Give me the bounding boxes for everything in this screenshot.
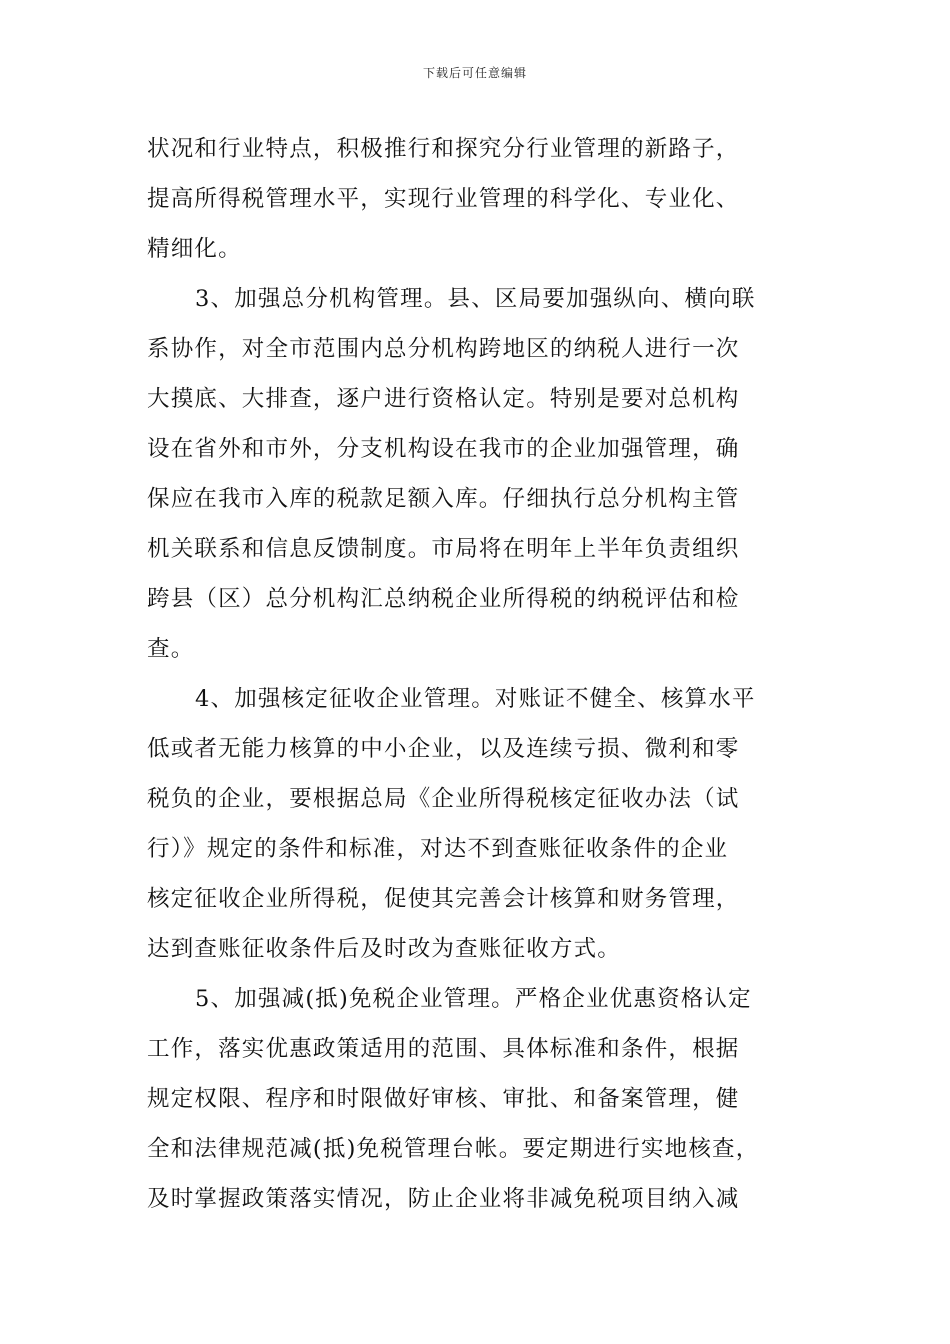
text-line: 机关联系和信息反馈制度。市局将在明年上半年负责组织 — [147, 536, 740, 562]
text-line: 提高所得税管理水平，实现行业管理的科学化、专业化、 — [147, 186, 740, 212]
text-line: 查。 — [147, 636, 195, 662]
paragraph-start-line: 5、加强减(抵)免税企业管理。严格企业优惠资格认定 — [195, 986, 752, 1012]
paragraph-start-line: 4、加强核定征收企业管理。对账证不健全、核算水平 — [195, 686, 756, 712]
text-line: 精细化。 — [147, 236, 242, 262]
text-line: 及时掌握政策落实情况，防止企业将非减免税项目纳入减 — [147, 1186, 740, 1212]
text-line: 行）》规定的条件和标准，对达不到查账征收条件的企业 — [147, 836, 729, 862]
text-line: 大摸底、大排查，逐户进行资格认定。特别是要对总机构 — [147, 386, 740, 412]
text-line: 规定权限、程序和时限做好审核、审批、和备案管理，健 — [147, 1086, 740, 1112]
text-line: 低或者无能力核算的中小企业，以及连续亏损、微利和零 — [147, 736, 740, 762]
paragraph-start-line: 3、加强总分机构管理。县、区局要加强纵向、横向联 — [195, 286, 756, 312]
text-line: 核定征收企业所得税，促使其完善会计核算和财务管理， — [147, 886, 740, 912]
text-line: 工作，落实优惠政策适用的范围、具体标准和条件，根据 — [147, 1036, 740, 1062]
text-line: 保应在我市入库的税款足额入库。仔细执行总分机构主管 — [147, 486, 740, 512]
text-line: 设在省外和市外，分支机构设在我市的企业加强管理，确 — [147, 436, 740, 462]
text-line: 状况和行业特点，积极推行和探究分行业管理的新路子， — [147, 136, 740, 162]
header-note: 下载后可任意编辑 — [422, 66, 527, 80]
text-line: 全和法律规范减(抵)免税管理台帐。要定期进行实地核查， — [147, 1136, 760, 1162]
text-line: 系协作，对全市范围内总分机构跨地区的纳税人进行一次 — [147, 336, 740, 362]
text-line: 跨县（区）总分机构汇总纳税企业所得税的纳税评估和检 — [147, 586, 740, 612]
text-line: 税负的企业，要根据总局《企业所得税核定征收办法（试 — [147, 786, 740, 812]
body-text — [147, 124, 817, 1224]
text-line: 达到查账征收条件后及时改为查账征收方式。 — [147, 936, 622, 962]
